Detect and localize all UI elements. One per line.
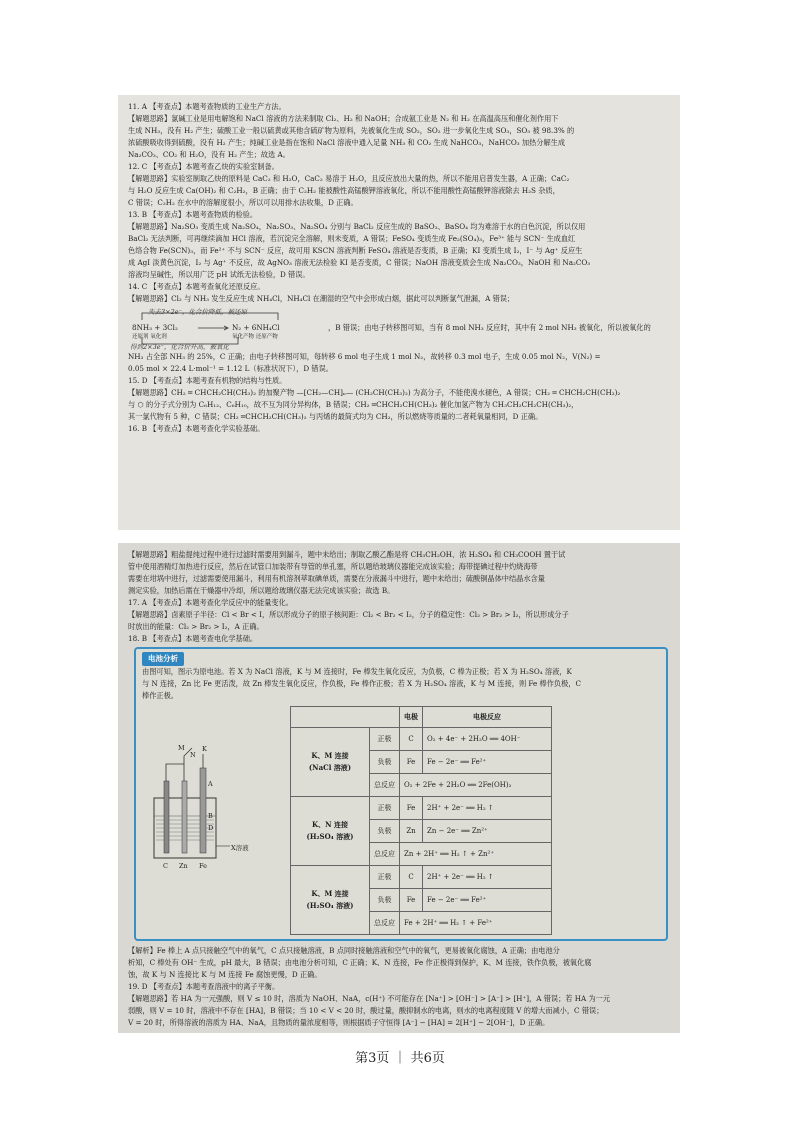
reaction-cell: O₂ + 4e⁻ + 2H₂O ══ 4OH⁻ bbox=[423, 728, 552, 751]
label-m: M bbox=[178, 744, 185, 752]
scheme-bottom-note: 得到2×3e⁻，化合价升高，被氧化 bbox=[130, 343, 229, 351]
electrode-cell: C bbox=[400, 866, 423, 889]
scheme-top-note: 失去3×2e⁻，化合价降低，被还原 bbox=[148, 308, 247, 316]
text-line: 【解题思路】氯碱工业是用电解饱和 NaCl 溶液的方法来制取 Cl₂、H₂ 和 NaOH；合成氨工业是 N₂ 和 H₂ 在高温高压和催化剂作用下 bbox=[128, 114, 559, 123]
text-line: 生成 NH₃，没有 H₂ 产生；硫酸工业一般以硫黄或其他含硫矿物为原料，先被氧化生成 SO₂，SO₂ 进一步氧化生成 SO₃，SO₃ 被 98.3% 的 bbox=[128, 126, 575, 135]
electrolysis-cell-diagram bbox=[142, 706, 282, 876]
text-line: 12. C 【考查点】本题考查乙炔的实验室制备。 bbox=[128, 162, 279, 171]
battery-analysis-box bbox=[134, 647, 668, 941]
text-line: 其一氯代物有 5 种，C 错误；CH₂ ═CHCH₂CH(CH₃)₂ 与丙烯的最简式均为 CH₂，所以燃烧等质量的二者耗氧量相同，D 正确。 bbox=[128, 412, 543, 421]
scheme-reactant: 8NH₃ + 3Cl₂ bbox=[132, 323, 178, 332]
text-line: 【解题思路】若 HA 为一元强酸，则 V ≤ 10 时，溶质为 NaOH、NaA，c(H⁺) 不可能存在 [Na⁺] > [OH⁻] > [A⁻] > [H⁺]，A 错误；若 HA 为一元 bbox=[128, 994, 611, 1003]
group-cell bbox=[291, 797, 370, 866]
text-line: 13. B 【考查点】本题考查物质的检验。 bbox=[128, 210, 258, 219]
text-line: 蚀，故 K 与 N 连接比 K 与 M 连接 Fe 腐蚀更慢，D 正确。 bbox=[128, 970, 322, 979]
label-k: K bbox=[202, 745, 207, 753]
electrode-reaction-table bbox=[290, 706, 552, 935]
text-line: 溶液均呈碱性，所以用广泛 pH 试纸无法检验，D 错误。 bbox=[128, 270, 310, 279]
label-d: D bbox=[208, 824, 214, 832]
label-a: A bbox=[208, 780, 213, 788]
text-line: C 错误；C₂H₂ 在水中的溶解度很小，所以可以用排水法收集，D 正确。 bbox=[128, 198, 358, 207]
role-cell: 正极 bbox=[370, 728, 400, 751]
role-cell: 正极 bbox=[370, 866, 400, 889]
text-line: 浓硫酸吸收得到硫酸，没有 H₂ 产生；纯碱工业是指在饱和 NaCl 溶液中通入足量 NH₃ 和 CO₂ 生成 NaHCO₃，NaHCO₃ 加热分解生成 bbox=[128, 138, 566, 147]
reaction-cell: Zn − 2e⁻ ══ Zn²⁺ bbox=[423, 820, 552, 843]
text-line: Na₂CO₃、CO₂ 和 H₂O，没有 H₂ 产生；故选 A。 bbox=[128, 150, 290, 159]
label-fe: Fe bbox=[199, 862, 208, 870]
scheme-product-labels: 氧化产物 还原产物 bbox=[232, 334, 278, 340]
role-cell: 总反应 bbox=[370, 843, 400, 866]
text-line: 16. B 【考查点】本题考查化学实验基础。 bbox=[128, 424, 265, 433]
electrode-cell: Fe bbox=[400, 889, 423, 912]
role-cell: 正极 bbox=[370, 797, 400, 820]
text-line: 18. B 【考查点】本题考查电化学基础。 bbox=[128, 634, 258, 643]
text-line: 由图可知，图示为原电池。若 X 为 NaCl 溶液，K 与 M 连接时，Fe 棒发生氧化反应，为负极，C 棒为正极；若 X 为 H₂SO₄ 溶液，K bbox=[142, 667, 572, 676]
reaction-cell: Fe + 2H⁺ ══ H₂ ↑ + Fe²⁺ bbox=[400, 912, 552, 935]
label-zn: Zn bbox=[179, 862, 188, 870]
text-line: BaCl₂ 无法判断，可再继续滴加 HCl 溶液，若沉淀完全溶解，则未变质，A 错误；FeSO₄ 变质生成 Fe₂(SO₄)₃，Fe³⁺ 能与 SCN⁻ 生成血红 bbox=[128, 234, 576, 243]
group-cell bbox=[291, 728, 370, 797]
table-header-cell: 电极 bbox=[400, 707, 423, 728]
group-name: K、N 连接 bbox=[312, 820, 348, 829]
battery-analysis-body bbox=[142, 706, 660, 935]
group-sub: (H₂SO₄ 溶液) bbox=[306, 901, 354, 910]
cell-apparatus-drawing bbox=[142, 706, 282, 876]
scheme-product: N₂ + 6NH₄Cl bbox=[232, 323, 280, 332]
text-line: 【解题思路】卤素原子半径：Cl < Br < I，所以形成分子的原子核间距：Cl₂ < Br₂ < I₂，分子的稳定性：Cl₂ > Br₂ > I₂，所以形成分子 bbox=[128, 610, 569, 619]
text-line: 需要在坩埚中进行，过滤需要使用漏斗，利用有机溶剂萃取碘单质，需要在分液漏斗中进行，题中未给出；硫酸铜晶体中结晶水含量 bbox=[128, 574, 545, 583]
reaction-cell: Fe − 2e⁻ ══ Fe²⁺ bbox=[423, 751, 552, 774]
role-cell: 负极 bbox=[370, 751, 400, 774]
text-line: 【解题思路】粗盐提纯过程中进行过滤时需要用到漏斗，题中未给出；制取乙酸乙酯是将 CH₃CH₂OH、浓 H₂SO₄ 和 CH₃COOH 置于试 bbox=[128, 550, 566, 559]
page-number: 第3页 ｜ 共6页 bbox=[355, 1051, 445, 1066]
reaction-cell: O₂ + 2Fe + 2H₂O ══ 2Fe(OH)₂ bbox=[400, 774, 552, 797]
text-line: 19. D 【考查点】本题考查溶液中的离子平衡。 bbox=[128, 982, 280, 991]
text-line: 成 AgI 淡黄色沉淀，I₂ 与 Ag⁺ 不反应，故 AgNO₃ 溶液无法检验 KI 是否变质，C 错误；NaOH 溶液变质会生成 Na₂CO₃，NaOH 和 Na₂CO₃ bbox=[128, 258, 591, 267]
table-row bbox=[291, 797, 552, 820]
text-line: 测定实验，加热后需在干燥器中冷却，所以题给玻璃仪器无法完成该实验；故选 B。 bbox=[128, 586, 395, 595]
text-line: NH₃ 占全部 NH₃ 的 25%，C 正确；由电子转移图可知，每转移 6 mol 电子生成 1 mol N₂，故转移 0.3 mol 电子，生成 0.05 mol N₂，V(N₂) = bbox=[128, 352, 601, 361]
table-row bbox=[291, 728, 552, 751]
text-line: 【解题思路】Cl₂ 与 NH₃ 发生反应生成 NH₄Cl，NH₄Cl 在潮湿的空气中会形成白烟，据此可以判断氯气泄漏，A 错误； bbox=[128, 294, 515, 303]
text-line: 【解析】Fe 棒上 A 点只接触空气中的氧气，C 点只接触溶液，B 点同时接触溶液和空气中的氧气，更易被氧化腐蚀，A 正确；由电池分 bbox=[128, 946, 560, 955]
label-c: C bbox=[163, 862, 168, 870]
text-line: 色络合物 Fe(SCN)₃，而 Fe²⁺ 不与 SCN⁻ 反应，故可用 KSCN 溶液判断 FeSO₄ 溶液是否变质，B 正确；KI 变质生成 I₂，I⁻ 与 Ag⁺ 反应生 bbox=[128, 246, 583, 255]
text-line: 管中使用酒精灯加热进行反应，然后在试管口加装带有导管的单孔塞，所以题给玻璃仪器能完成该实验；海带提碘过程中灼烧海带 bbox=[128, 562, 538, 571]
electrode-cell: Fe bbox=[400, 751, 423, 774]
role-cell: 总反应 bbox=[370, 774, 400, 797]
role-cell: 负极 bbox=[370, 820, 400, 843]
reaction-cell: 2H⁺ + 2e⁻ ══ H₂ ↑ bbox=[423, 797, 552, 820]
reaction-cell: Fe − 2e⁻ ══ Fe²⁺ bbox=[423, 889, 552, 912]
electrode-cell: C bbox=[400, 728, 423, 751]
text-line: 【解题思路】实验室制取乙炔的原料是 CaC₂ 和 H₂O，CaC₂ 易溶于 H₂O，且反应放出大量的热，所以不能用启普发生器，A 正确；CaC₂ bbox=[128, 174, 570, 183]
text-line: 14. C 【考查点】本题考查氧化还原反应。 bbox=[128, 282, 265, 291]
label-n: N bbox=[190, 751, 196, 759]
text-line: 15. D 【考查点】本题考查有机物的结构与性质。 bbox=[128, 376, 287, 385]
scheme-tail-text: ，B 错误；由电子转移图可知，当有 8 mol NH₃ 反应时，其中有 2 mol NH₃ 被氧化，所以被氧化的 bbox=[328, 323, 651, 332]
group-name: K、M 连接 bbox=[311, 889, 349, 898]
text-line: 0.05 mol × 22.4 L·mol⁻¹ = 1.12 L（标准状况下），D 错误。 bbox=[128, 364, 333, 373]
battery-analysis-title: 电池分析 bbox=[142, 652, 184, 666]
text-line: 弱酸，则 V = 10 时，溶液中不存在 [HA]，B 错误；当 10 < V < 20 时，酸过量，酸抑制水的电离，则水的电离程度随 V 的增大而减小，C 错误； bbox=[128, 1006, 604, 1015]
label-x-solution: X溶液 bbox=[231, 844, 249, 852]
text-line: 【解题思路】Na₂SO₃ 变质生成 Na₂SO₄，Na₂SO₃、Na₂SO₄ 分别与 BaCl₂ 反应生成的 BaSO₃、BaSO₄ 均为难溶于水的白色沉淀，所以仅用 bbox=[128, 222, 586, 231]
text-line: 17. A 【考查点】本题考查化学反应中的能量变化。 bbox=[128, 598, 293, 607]
electrode-cell: Zn bbox=[400, 820, 423, 843]
scheme-reactant-labels: 还原剂 氧化剂 bbox=[132, 334, 167, 340]
answer-block-16-19 bbox=[118, 543, 680, 1033]
role-cell: 总反应 bbox=[370, 912, 400, 935]
text-line: 11. A 【考查点】本题考查物质的工业生产方法。 bbox=[128, 102, 286, 111]
group-sub: (H₂SO₄ 溶液) bbox=[306, 832, 354, 841]
text-line: 棒作正极。 bbox=[142, 691, 178, 700]
table-header-cell bbox=[291, 707, 400, 728]
reaction-cell: Zn + 2H⁺ ══ H₂ ↑ + Zn²⁺ bbox=[400, 843, 552, 866]
text-line: 【解题思路】CH₂ ═ CHCH₂CH(CH₃)₂ 的加聚产物 —[CH₂—CH]ₙ— (CH₂CH(CH₃)₂) 为高分子，不能使溴水褪色，A 错误；CH₂ ═ CHCH₂CH(CH₃)₂ bbox=[128, 388, 621, 397]
group-cell bbox=[291, 866, 370, 935]
photo-scan-top bbox=[118, 95, 680, 530]
battery-analysis-text bbox=[142, 666, 660, 702]
text-line: V = 20 时，所得溶液的溶质为 HA、NaA，且物质的量浓度相等，则根据质子守恒得 [A⁻] − [HA] = 2[H⁺] − 2[OH⁻]，D 正确。 bbox=[128, 1018, 550, 1027]
text-line: 与 H₂O 反应生成 Ca(OH)₂ 和 C₂H₂，B 正确；由于 C₂H₂ 能被酸性高锰酸钾溶液氧化，所以不能用酸性高锰酸钾溶液除去 H₂S 杂质， bbox=[128, 186, 560, 195]
electron-transfer-scheme bbox=[128, 307, 672, 349]
reaction-cell: 2H⁺ + 2e⁻ ══ H₂ ↑ bbox=[423, 866, 552, 889]
group-sub: (NaCl 溶液) bbox=[308, 763, 352, 772]
text-line: 与 N 连接，Zn 比 Fe 更活泼，故 Zn 棒发生氧化反应，作负极，Fe 棒作正极；若 X 为 H₂SO₄ 溶液，K 与 M 连接，则 Fe 棒作负极，C bbox=[142, 679, 581, 688]
answer-block-11-14 bbox=[118, 95, 680, 439]
text-line: 时放出的能量：Cl₂ > Br₂ > I₂，A 正确。 bbox=[128, 622, 264, 631]
text-line: 与 ⬡ 的分子式分别为 C₆H₁₂、C₆H₁₀，故不互为同分异构体，B 错误；CH₂ ═CHCH₂CH(CH₃)₂ 催化加氢产物为 CH₃CH₂CH₂CH(CH₃)₂， bbox=[128, 400, 579, 409]
group-name: K、M 连接 bbox=[311, 751, 349, 760]
label-b: B bbox=[208, 812, 213, 820]
electrode-cell: Fe bbox=[400, 797, 423, 820]
text-line: 析知，C 棒处有 OH⁻ 生成，pH 最大，B 错误；由电池分析可知，C 正确；K、N 连接，Fe 作正极得到保护，K、M 连接，铁作负极，被氧化腐 bbox=[128, 958, 592, 967]
table-header-row bbox=[291, 707, 552, 728]
table-header-cell: 电极反应 bbox=[423, 707, 552, 728]
table-row bbox=[291, 866, 552, 889]
photo-scan-bottom bbox=[118, 543, 680, 1033]
role-cell: 负极 bbox=[370, 889, 400, 912]
